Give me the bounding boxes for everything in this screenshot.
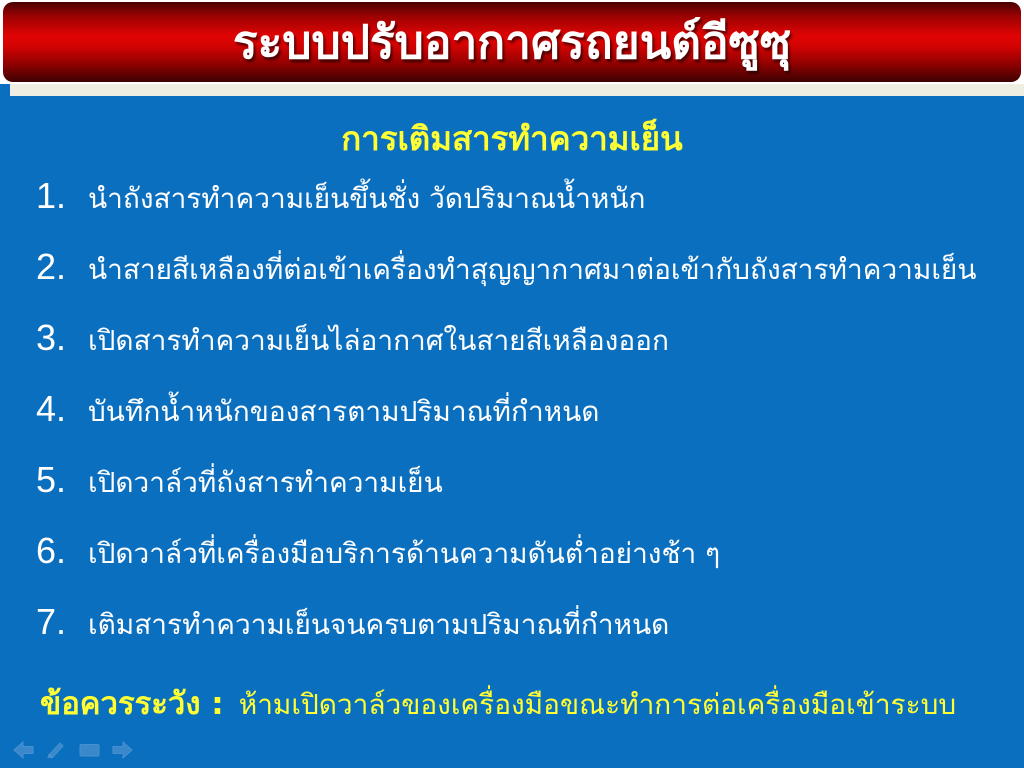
list-item [36,458,1008,529]
step-number: 6. [36,530,67,571]
previous-slide-arrow-icon[interactable] [12,740,34,760]
slideshow-nav-controls [12,740,133,760]
next-slide-arrow-icon[interactable] [111,740,133,760]
warning-note [40,684,956,726]
step-text: เปิดสารทำความเย็นไล่อากาศในสายสีเหลืองออก [88,324,669,357]
step-number: 4. [36,388,67,429]
list-item [36,174,1008,245]
slide-body [0,96,1024,768]
list-item [36,529,1008,600]
step-text: นำถังสารทำความเย็นขึ้นชั่ง วัดปริมาณน้ำหนัก [88,182,646,215]
slide-title: ระบบปรับอากาศรถยนต์อีซูซุ [232,14,792,69]
step-number: 5. [36,459,67,500]
step-text: เปิดวาล์วที่ถังสารทำความเย็น [88,466,443,499]
pen-annotation-icon[interactable] [45,740,67,760]
list-item [36,387,1008,458]
list-item [36,600,1008,671]
slide-menu-icon[interactable] [78,740,100,760]
step-text: นำสายสีเหลืองที่ต่อเข้าเครื่องทำสุญญากาศมาต่อเข้ากับถังสารทำความเย็น [88,253,977,286]
title-banner [3,2,1021,82]
step-text: บันทึกน้ำหนักของสารตามปริมาณที่กำหนด [88,395,600,428]
step-number: 7. [36,601,67,642]
slide-subtitle: การเติมสารทำความเย็น [341,119,683,158]
step-text: เติมสารทำความเย็นจนครบตามปริมาณที่กำหนด [88,608,670,641]
step-number: 1. [36,175,67,216]
list-item [36,316,1008,387]
divider-strip [0,84,1024,96]
steps-list [36,174,1008,671]
list-item [36,245,1008,316]
step-number: 3. [36,317,67,358]
divider-notch [0,84,10,96]
step-number: 2. [36,246,67,287]
step-text: เปิดวาล์วที่เครื่องมือบริการด้านความดันต่ำอย่างช้า ๆ [88,537,721,570]
warning-label: ข้อควรระวัง : [40,686,224,722]
warning-text: ห้ามเปิดวาล์วของเครื่องมือขณะทำการต่อเครื่องมือเข้าระบบ [238,688,957,721]
